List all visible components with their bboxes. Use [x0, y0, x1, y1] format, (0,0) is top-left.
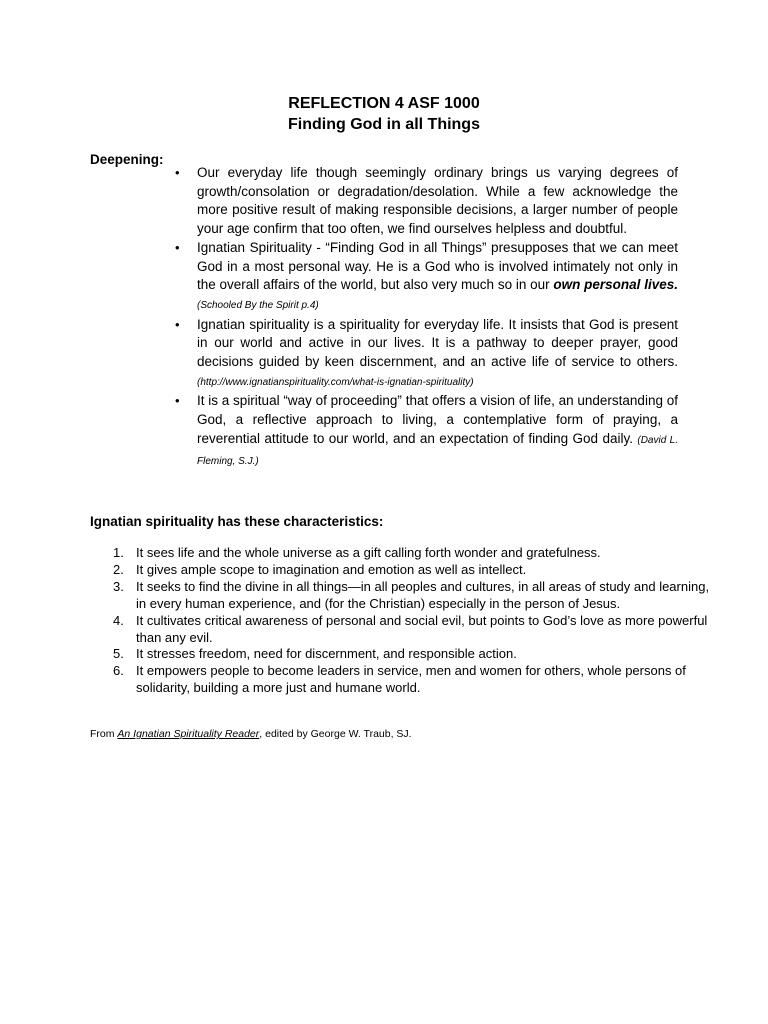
list-number: 3. — [113, 578, 124, 594]
deepening-heading: Deepening: — [90, 152, 164, 167]
bullet-citation: (Schooled By the Spirit p.4) — [197, 299, 319, 311]
bullet-citation: (http://www.ignatianspirituality.com/what-is-ignatian-spirituality) — [197, 376, 474, 388]
list-item — [110, 579, 710, 613]
bullet-emphasis: own personal lives. — [553, 277, 678, 293]
bullet-item — [175, 316, 678, 393]
list-item — [110, 545, 710, 562]
list-item-text: It sees life and the whole universe as a gift calling forth wonder and gratefulness. — [136, 545, 601, 560]
source-prefix: From — [90, 728, 118, 740]
bullet-text: Our everyday life though seemingly ordinary brings us varying degrees of growth/consolation or degradation/desolation. While a few acknowledge the more positive result of making responsible decisions, a larger number of people your age confirm that too often, we find ourselves helpless and doubtful. — [197, 165, 678, 237]
bullet-item — [175, 239, 678, 316]
list-item — [110, 562, 710, 579]
list-item-text: It cultivates critical awareness of personal and social evil, but points to God’s love as more powerful than any evil. — [136, 612, 708, 645]
bullet-glyph: • — [175, 165, 180, 180]
list-number: 4. — [113, 612, 124, 628]
list-item — [110, 646, 710, 663]
list-item-text: It gives ample scope to imagination and emotion as well as intellect. — [136, 561, 527, 577]
deepening-bullet-list — [175, 164, 679, 471]
bullet-glyph: • — [175, 393, 180, 409]
list-number: 2. — [113, 561, 124, 577]
list-item-text: It empowers people to become leaders in service, men and women for others, whole persons of solidarity, building a more just and humane world. — [136, 663, 686, 696]
list-item — [110, 613, 710, 647]
bullet-text: Ignatian Spirituality - “Finding God in all Things” presupposes that we can meet God in a most personal way. He is a God who is involved intimately not only in the overall affairs of the world, but also very much so in our — [197, 239, 678, 293]
bullet-citation: (David L. Fleming, S.J.) — [197, 434, 679, 467]
list-item-text: It stresses freedom, need for discernment, and responsible action. — [136, 646, 517, 662]
list-number: 5. — [113, 646, 124, 662]
bullet-item — [175, 392, 679, 471]
bullet-text: Ignatian spirituality is a spirituality for everyday life. It insists that God is present in our world and active in our lives. It is a pathway to deeper prayer, good decisions guided by keen discernment, and an active life of service to others. — [197, 316, 678, 370]
characteristics-heading: Ignatian spirituality has these characteristics: — [90, 514, 384, 529]
characteristics-list — [110, 545, 710, 697]
bullet-glyph: • — [175, 239, 180, 255]
document-title: REFLECTION 4 ASF 1000 — [288, 95, 480, 112]
source-attribution — [90, 727, 412, 741]
bullet-glyph: • — [175, 316, 180, 332]
bullet-item — [175, 164, 678, 239]
source-book-title: An Ignatian Spirituality Reader — [117, 728, 260, 740]
list-item — [110, 663, 710, 697]
list-item-text: It seeks to find the divine in all things—in all peoples and cultures, in all areas of study and learning, in every human experience, and (for the Christian) especially in the person of Jesus. — [136, 578, 710, 611]
list-number: 1. — [113, 545, 124, 560]
document-subtitle: Finding God in all Things — [288, 116, 480, 133]
bullet-text: It is a spiritual “way of proceeding” that offers a vision of life, an understanding of God, a reflective approach to living, a contemplative form of praying, a reverential attitude to our world, and an expectation of finding God daily. — [197, 393, 678, 446]
source-suffix: , edited by George W. Traub, SJ. — [259, 728, 412, 740]
list-number: 6. — [113, 663, 124, 679]
